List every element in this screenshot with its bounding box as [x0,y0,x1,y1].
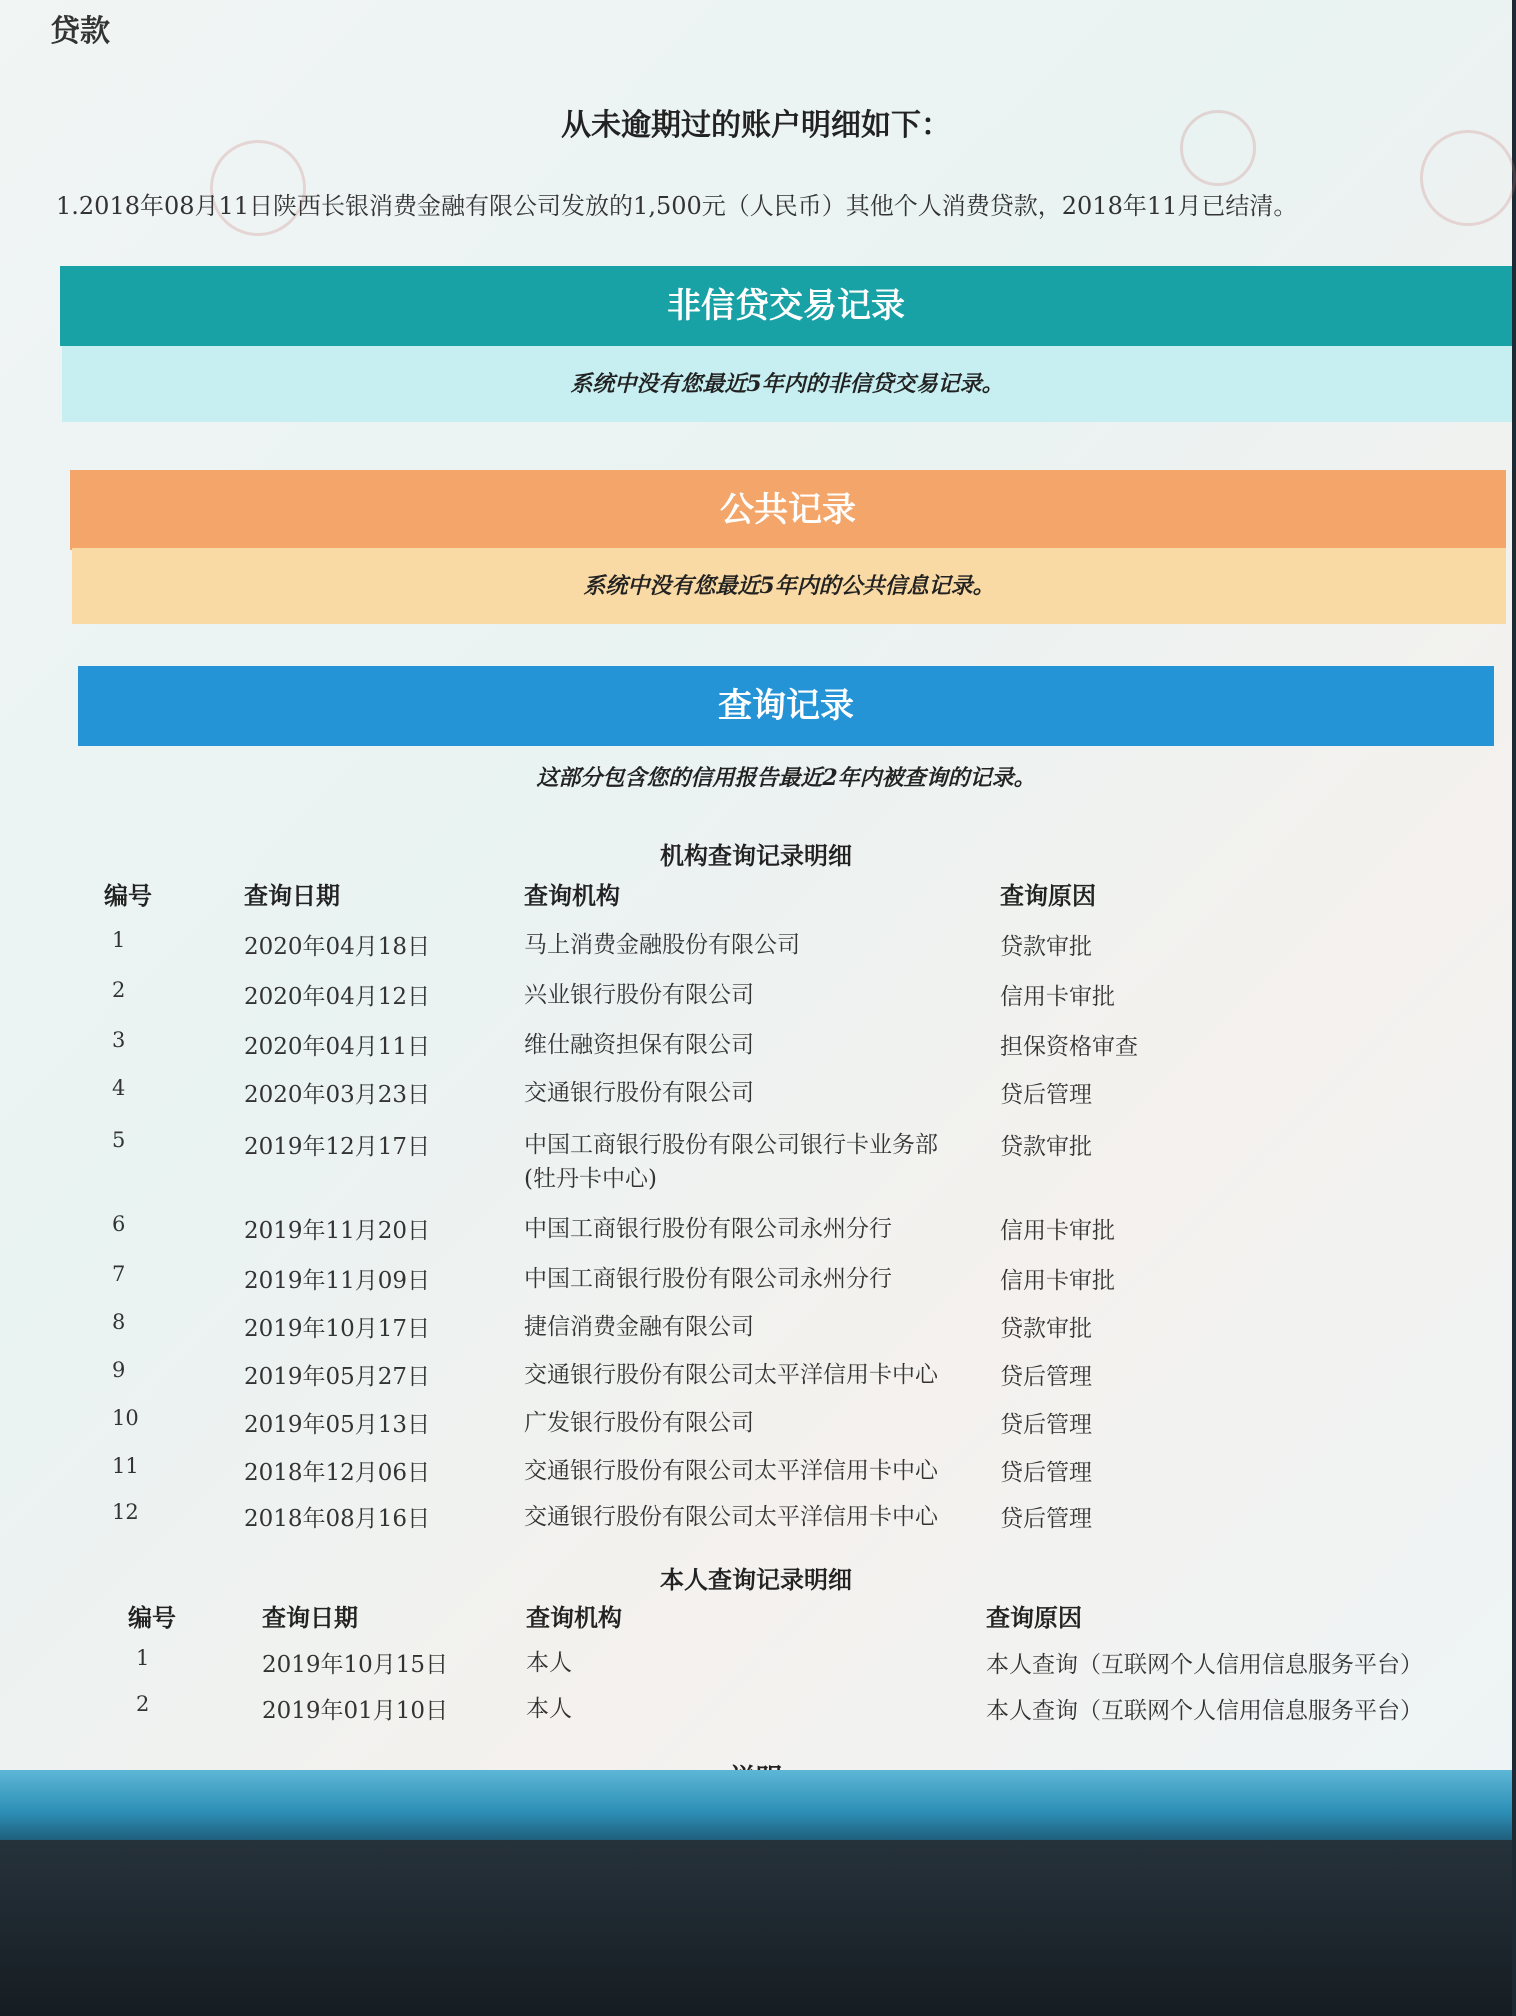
inquiry-title: 查询记录 [718,686,854,726]
cell-reason: 贷后管理 [1000,1506,1092,1532]
cell-date: 2018年12月06日 [244,1460,431,1486]
cell-num: 7 [112,1262,126,1286]
institution-table-title: 机构查询记录明细 [660,841,852,870]
non-credit-header [60,266,1512,346]
cell-reason: 贷后管理 [1000,1082,1092,1108]
cell-date: 2019年11月09日 [244,1268,431,1294]
cell-date: 2020年04月12日 [244,984,431,1010]
public-record-note-text: 系统中没有您最近5年内的公共信息记录。 [583,573,995,599]
header-reason: 查询原因 [1000,881,1096,910]
cell-org: 交通银行股份有限公司 [524,1080,754,1106]
cell-reason: 信用卡审批 [1000,1218,1115,1244]
cell-num: 11 [112,1454,139,1478]
cell-num: 5 [112,1128,126,1152]
cell-org: 交通银行股份有限公司太平洋信用卡中心 [524,1504,938,1530]
cell-num: 1 [136,1646,150,1670]
cell-date: 2019年01月10日 [262,1698,449,1724]
non-credit-note [62,346,1512,422]
cell-org: 交通银行股份有限公司太平洋信用卡中心 [524,1362,938,1388]
cell-date: 2020年04月18日 [244,934,431,960]
cell-date: 2018年08月16日 [244,1506,431,1532]
cell-num: 10 [112,1406,139,1430]
header-org: 查询机构 [526,1603,622,1632]
cell-date: 2019年11月20日 [244,1218,431,1244]
cell-reason: 贷后管理 [1000,1460,1092,1486]
header-date: 查询日期 [244,881,340,910]
taskbar-strip [0,1770,1512,1840]
header-num: 编号 [104,881,152,910]
cell-reason: 信用卡审批 [1000,984,1115,1010]
cell-reason: 贷款审批 [1000,1316,1092,1342]
public-record-note [72,548,1506,624]
cell-org: 中国工商银行股份有限公司银行卡业务部(牡丹卡中心) [524,1132,938,1192]
cell-num: 6 [112,1212,126,1236]
cell-org: 广发银行股份有限公司 [524,1410,754,1436]
cell-num: 9 [112,1358,126,1382]
cell-num: 1 [112,928,126,952]
header-num: 编号 [128,1603,176,1632]
cell-date: 2019年10月15日 [262,1652,449,1678]
cell-org: 交通银行股份有限公司太平洋信用卡中心 [524,1458,938,1484]
cell-org: 中国工商银行股份有限公司永州分行 [524,1266,892,1292]
cell-org: 维仕融资担保有限公司 [524,1032,754,1058]
non-credit-title: 非信贷交易记录 [667,286,905,326]
cell-reason: 贷后管理 [1000,1412,1092,1438]
header-reason: 查询原因 [986,1603,1082,1632]
watermark-seal [1420,130,1516,226]
cell-org: 捷信消费金融有限公司 [524,1314,754,1340]
page-title: 贷款 [50,14,110,49]
non-credit-note-text: 系统中没有您最近5年内的非信贷交易记录。 [570,371,1004,397]
cell-org: 兴业银行股份有限公司 [524,982,754,1008]
cell-num: 4 [112,1076,126,1100]
account-detail-line: 1.2018年08月11日陕西长银消费金融有限公司发放的1,500元（人民币）其他个人消费贷款，2018年11月已结清。 [56,192,1298,220]
cell-num: 8 [112,1310,126,1334]
cell-num: 2 [136,1692,150,1716]
cell-reason: 担保资格审查 [1000,1034,1138,1060]
inquiry-note-text: 这部分包含您的信用报告最近2年内被查询的记录。 [536,765,1036,791]
cell-reason: 贷款审批 [1000,934,1092,960]
cell-date: 2019年05月13日 [244,1412,431,1438]
cell-reason: 本人查询（互联网个人信用信息服务平台） [986,1652,1423,1678]
inquiry-note [80,742,1492,814]
cell-org: 本人 [526,1650,572,1676]
public-record-title: 公共记录 [720,490,856,530]
header-date: 查询日期 [262,1603,358,1632]
cell-org: 中国工商银行股份有限公司永州分行 [524,1216,892,1242]
cell-date: 2020年03月23日 [244,1082,431,1108]
cell-reason: 贷后管理 [1000,1364,1092,1390]
cell-num: 3 [112,1028,126,1052]
cell-date: 2020年04月11日 [244,1034,431,1060]
personal-table-title: 本人查询记录明细 [660,1565,852,1594]
cell-reason: 本人查询（互联网个人信用信息服务平台） [986,1698,1423,1724]
cell-org: 本人 [526,1696,572,1722]
cell-org: 马上消费金融股份有限公司 [524,932,800,958]
cell-num: 12 [112,1500,139,1524]
inquiry-header [78,666,1494,746]
cell-date: 2019年05月27日 [244,1364,431,1390]
section-subheading: 从未逾期过的账户明细如下： [561,108,951,143]
monitor-bezel [0,1840,1512,2016]
cell-reason: 信用卡审批 [1000,1268,1115,1294]
header-org: 查询机构 [524,881,620,910]
cell-date: 2019年12月17日 [244,1134,431,1160]
cell-num: 2 [112,978,126,1002]
cell-reason: 贷款审批 [1000,1134,1092,1160]
public-record-header [70,470,1506,550]
cell-date: 2019年10月17日 [244,1316,431,1342]
